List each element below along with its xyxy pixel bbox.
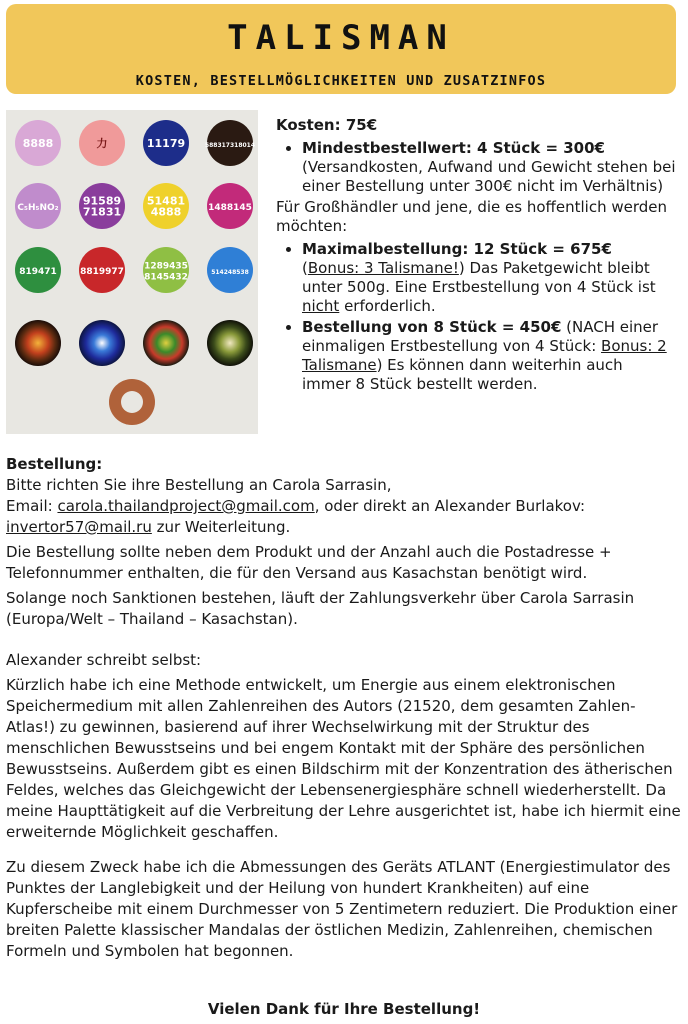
talisman-coins-image xyxy=(6,110,258,434)
page-title: TALISMAN xyxy=(227,18,455,58)
order-para2: Die Bestellung sollte neben dem Produkt und der Anzahl auch die Postadresse + Telefonnummer enthalten, die für den Versand aus Kasachstan benötigt wird. xyxy=(6,543,612,582)
talisman-coin xyxy=(143,120,189,166)
talisman-coin xyxy=(143,247,189,293)
order-line1: Bitte richten Sie ihre Bestellung an Carola Sarrasin, xyxy=(6,476,392,494)
talisman-coin xyxy=(143,183,189,229)
mandala-coin-4 xyxy=(207,320,253,366)
order-heading: Bestellung: xyxy=(6,455,103,473)
alexander-email-link[interactable]: invertor57@mail.ru xyxy=(6,518,152,536)
mandala-coin-2 xyxy=(79,320,125,366)
coin-label: 8145432 xyxy=(144,272,188,283)
talisman-coin xyxy=(79,120,125,166)
order-para3: Solange noch Sanktionen bestehen, läuft der Zahlungsverkehr über Carola Sarrasin (Europa/Welt – Thailand – Kasachstan). xyxy=(6,589,635,628)
coin-label: 8819977 xyxy=(80,267,124,277)
thanks-footer: Vielen Dank für Ihre Bestellung! xyxy=(207,1000,481,1018)
pricing-section xyxy=(276,116,676,396)
page-subtitle: KOSTEN, BESTELLMÖGLICHKEITEN UND ZUSATZINFOS xyxy=(135,73,547,89)
carola-email-link[interactable]: carola.thailandproject@gmail.com xyxy=(57,497,315,515)
alexander-intro: Alexander schreibt selbst: xyxy=(6,651,202,669)
coin-label: C₅H₅NO₂ xyxy=(17,203,59,213)
coin-label: 91589 xyxy=(82,194,122,208)
talisman-coin xyxy=(79,247,125,293)
coin-label: 力 xyxy=(96,137,108,150)
coin-label: 51481 xyxy=(146,194,186,208)
talisman-coin xyxy=(207,247,253,293)
main-content xyxy=(6,454,682,962)
order-email-line: Email: carola.thailandproject@gmail.com, oder direkt an Alexander Burlakov: invertor57@mail.ru zur Weiterleitung. xyxy=(6,497,586,536)
dealer-intro: Für Großhändler und jene, die es hoffentlich werden möchten: xyxy=(276,198,668,235)
price-label: Kosten: 75€ xyxy=(276,116,378,134)
coin-label: 819471 xyxy=(19,267,57,277)
coin-label: 11179 xyxy=(146,137,186,150)
copper-ring xyxy=(109,379,155,425)
bulk-order-list xyxy=(276,240,676,394)
coin-label: 1289435 xyxy=(144,261,188,272)
talisman-coin xyxy=(205,120,255,166)
coin-label: 1488145 xyxy=(208,203,252,213)
talisman-coin xyxy=(79,183,125,229)
coin-label: 8888 xyxy=(22,137,54,150)
talisman-coin xyxy=(15,247,61,293)
talisman-coin xyxy=(15,120,61,166)
max-order-item: • Maximalbestellung: 12 Stück = 675€ (Bonus: 3 Talismane!) Das Paketgewicht bleibt unter 500g. Eine Erstbestellung von 4 Stück ist nicht erforderlich. xyxy=(302,240,676,316)
min-order-list xyxy=(276,139,676,196)
coin-label: 71831 xyxy=(82,205,122,219)
talisman-photo xyxy=(6,110,258,434)
title-banner xyxy=(6,4,676,94)
alexander-para2: Zu diesem Zweck habe ich die Abmessungen des Geräts ATLANT (Energiestimulator des Punktes der Langlebigkeit und der Heilung von hundert Krankheiten) auf eine Kupferscheibe mit einem Durchmesser von 5 Zentimetern reduziert. Die Produktion einer breiten Palette klassischer Mandalas der östlichen Medizin, Zahlenreihen, chemischen Formeln und Symbolen hat begonnen. xyxy=(6,858,678,960)
talisman-coin xyxy=(15,183,61,229)
mandala-coin-3 xyxy=(143,320,189,366)
min-order-item: • Mindestbestellwert: 4 Stück = 300€ (Versandkosten, Aufwand und Gewicht stehen bei einer Bestellung unter 300€ nicht im Verhältnis) xyxy=(302,139,676,196)
coin-label: 588317318014 xyxy=(204,142,256,149)
mandala-coin-1 xyxy=(15,320,61,366)
coin-label: 514248538 xyxy=(211,269,249,276)
coin-label: 4888 xyxy=(150,205,182,219)
talisman-coin xyxy=(207,183,253,229)
eight-order-item: • Bestellung von 8 Stück = 450€ (NACH einer einmaligen Erstbestellung von 4 Stück: Bonus: 2 Talismane) Es können dann weiterhin auch immer 8 Stück bestellt werden. xyxy=(302,318,676,394)
alexander-para1: Kürzlich habe ich eine Methode entwickelt, um Energie aus einem elektronischen Speichermedium mit allen Zahlenreihen des Autors (21520, dem gesamten Zahlen-Atlas!) zu gewinnen, basierend auf ihrer Wechselwirkung mit der Struktur des menschlichen Bewusstseins und bei engem Kontakt mit der Sphäre des persönlichen Bewusstseins. Außerdem gibt es einen Bildschirm mit der Konzentration des ätherischen Feldes, welches das Gleichgewicht der Lebensenergiesphäre schnell wiederherstellt. Da meine Haupttätigkeit auf die Verbreitung der Lehre ausgerichtet ist, habe ich hiermit eine erweiternde Möglichkeit geschaffen. xyxy=(6,676,681,841)
